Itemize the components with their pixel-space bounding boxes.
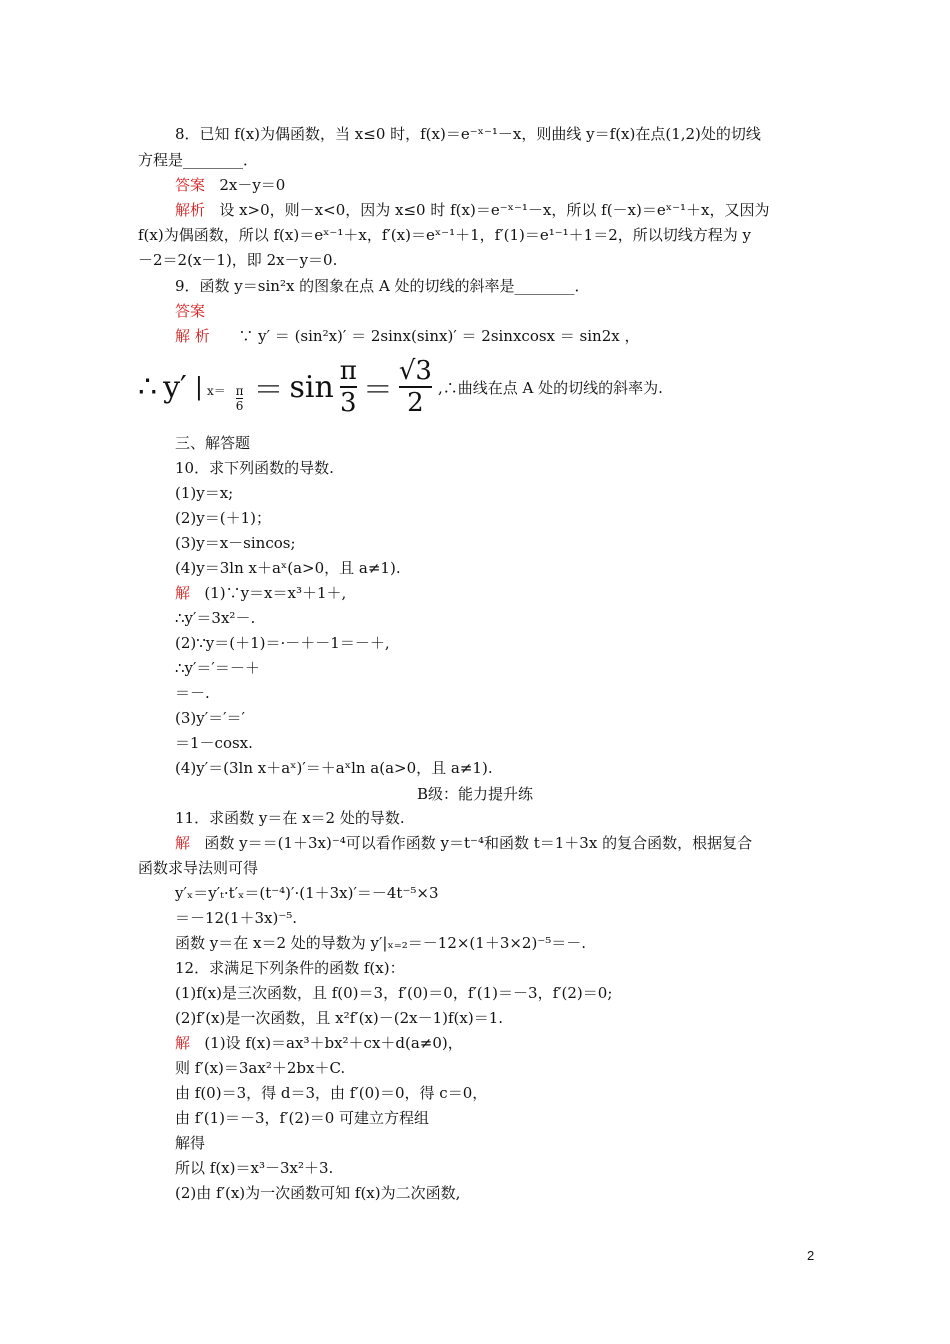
q10-solution-5: ＝－. — [175, 684, 210, 702]
answer-label: 答案 — [175, 176, 206, 194]
q9-equation — [138, 356, 663, 418]
therefore-symbol: ∴ — [138, 369, 158, 405]
solution-label: 解 — [175, 584, 191, 602]
q11-question: 11．求函数 y＝在 x＝2 处的导数. — [175, 809, 405, 827]
sqrt3-over-2 — [399, 356, 432, 418]
q12-solution-1 — [175, 1033, 463, 1053]
section-heading: 三、解答题 — [175, 434, 251, 452]
q11-solution-2: 函数求导法则可得 — [138, 859, 259, 877]
pi-over-3 — [340, 356, 357, 418]
q9-question: 9．函数 y＝sin²x 的图象在点 A 处的切线的斜率是________． — [175, 277, 590, 295]
q12-solution-2: 则 f′(x)＝3ax²＋2bx＋C. — [175, 1059, 346, 1077]
analysis-text: 设 x>0，则－x<0，因为 x≤0 时 f(x)＝e⁻ˣ⁻¹－x，所以 f(－x)＝eˣ⁻¹＋x，又因为 — [219, 201, 770, 219]
q8-answer — [175, 175, 285, 195]
q10-solution-4: ∴y′＝′＝－＋ — [175, 659, 260, 677]
q10-question: 10．求下列函数的导数. — [175, 459, 334, 477]
q9-answer-label: 答案 — [175, 302, 206, 320]
q11-solution-3: y′ₓ＝y′ₜ·t′ₓ＝(t⁻⁴)′·(1＋3x)′＝－4t⁻⁵×3 — [175, 884, 439, 902]
q11-solution-5: 函数 y＝在 x＝2 处的导数为 y′|ₓ₌₂＝－12×(1＋3×2)⁻⁵＝－. — [175, 934, 587, 952]
q12-condition-1: (1)f(x)是三次函数，且 f(0)＝3，f′(0)＝0，f′(1)＝－3，f′(2)＝0; — [175, 984, 613, 1002]
q12-solution-5: 解得 — [175, 1134, 206, 1152]
equals-2: ＝ — [362, 373, 393, 408]
solution-text: 函数 y＝＝(1＋3x)⁻⁴可以看作函数 y＝t⁻⁴和函数 t＝1＋3x 的复合函数，根据复合 — [204, 834, 753, 852]
analysis-label: 解析 — [175, 201, 206, 219]
solution-label: 解 — [175, 834, 191, 852]
q10-item-3: (3)y＝x－sincos; — [175, 534, 296, 552]
q10-solution-6: (3)y′＝′＝′ — [175, 709, 245, 727]
eval-x: x＝ — [206, 383, 226, 398]
q12-condition-2: (2)f′(x)是一次函数，且 x²f′(x)－(2x－1)f(x)＝1. — [175, 1009, 504, 1027]
six-denominator: 6 — [235, 398, 244, 413]
equation-tail: ,∴曲线在点 A 处的切线的斜率为. — [437, 378, 663, 397]
q11-solution-1 — [175, 833, 752, 853]
q10-item-1: (1)y＝x; — [175, 484, 234, 502]
analysis-label: 解 析 — [175, 327, 210, 345]
q8-line2: 方程是________． — [138, 151, 259, 169]
pi-numerator: π — [235, 383, 244, 398]
solution-label: 解 — [175, 1034, 191, 1052]
q10-solution-8: (4)y′＝(3ln x＋aˣ)′＝＋aˣln a(a>0，且 a≠1). — [175, 759, 493, 777]
eval-subscript — [207, 382, 250, 413]
q12-solution-4: 由 f′(1)＝－3，f′(2)＝0 可建立方程组 — [175, 1109, 430, 1127]
sqrt3-numerator: √3 — [398, 356, 432, 386]
answer-text: 2x－y＝0 — [219, 176, 286, 194]
analysis-text: ∵ y′ ＝ (sin²x)′ ＝ 2sinx(sinx)′ ＝ 2sinxcosx ＝ sin2x ， — [238, 327, 640, 345]
q8-analysis-line1 — [175, 200, 769, 220]
q10-solution-1 — [175, 583, 346, 603]
q10-solution-2: ∴y′＝3x²－. — [175, 609, 256, 627]
evaluation-bar: | — [194, 373, 203, 401]
two-denominator: 2 — [407, 388, 424, 418]
three-denominator: 3 — [340, 388, 357, 418]
q11-solution-4: ＝－12(1＋3x)⁻⁵. — [175, 909, 298, 927]
q12-solution-3: 由 f(0)＝3，得 d＝3，由 f′(0)＝0，得 c＝0， — [175, 1084, 488, 1102]
q8-line1: 8．已知 f(x)为偶函数，当 x≤0 时，f(x)＝e⁻ˣ⁻¹－x，则曲线 y＝f(x)在点(1,2)处的切线 — [175, 125, 761, 143]
equals-1: ＝ — [253, 373, 284, 408]
q12-question: 12．求满足下列条件的函数 f(x)： — [175, 959, 405, 977]
solution-text: (1)设 f(x)＝ax³＋bx²＋cx＋d(a≠0)， — [204, 1034, 463, 1052]
q10-item-4: (4)y＝3ln x＋aˣ(a>0，且 a≠1). — [175, 559, 401, 577]
pi-numerator-big: π — [339, 356, 357, 386]
q8-analysis-line3: －2＝2(x－1)，即 2x－y＝0. — [138, 251, 338, 269]
q10-solution-3: (2)∵y＝(＋1)＝·－＋－1＝－＋, — [175, 634, 390, 652]
q9-analysis-line1 — [175, 326, 639, 346]
q10-item-2: (2)y＝(＋1)； — [175, 509, 271, 527]
q12-solution-7: (2)由 f′(x)为一次函数可知 f(x)为二次函数, — [175, 1184, 461, 1202]
q8-analysis-line2: f(x)为偶函数，所以 f(x)＝eˣ⁻¹＋x，f′(x)＝eˣ⁻¹＋1，f′(1)＝e¹⁻¹＋1＝2，所以切线方程为 y — [138, 226, 752, 244]
q12-solution-6: 所以 f(x)＝x³－3x²＋3. — [175, 1159, 334, 1177]
page-number: 2 — [807, 1248, 815, 1263]
solution-text: (1)∵y＝x＝x³＋1＋, — [204, 584, 347, 602]
y-prime: y′ — [163, 369, 187, 405]
level-b-heading: B级：能力提升练 — [416, 785, 534, 803]
sin-text: sin — [289, 369, 334, 405]
q10-solution-7: ＝1－cosx. — [175, 734, 253, 752]
pi-over-6 — [236, 384, 244, 413]
